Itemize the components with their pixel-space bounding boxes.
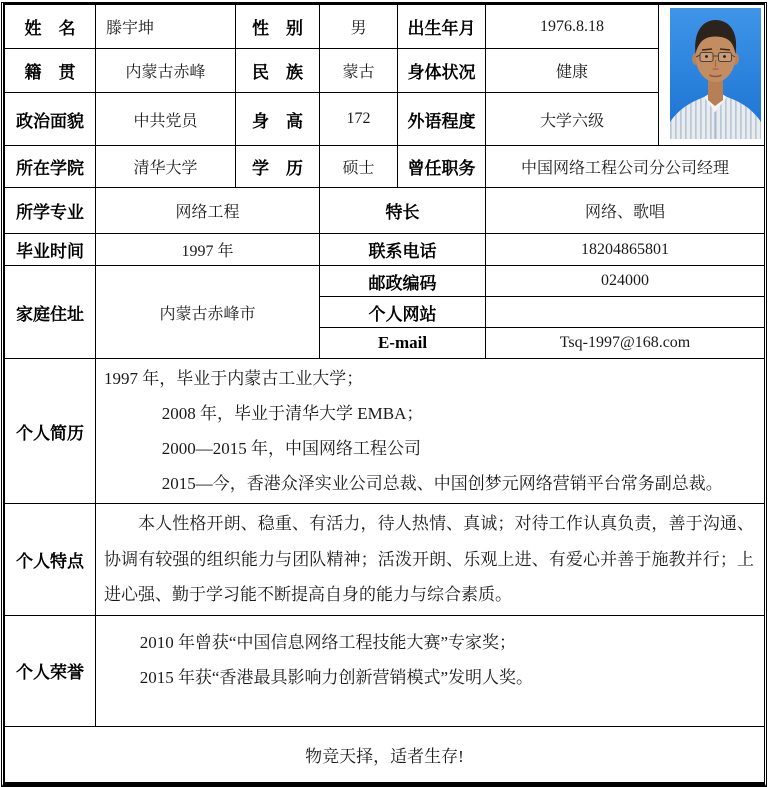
ethnicity-label: 民 族: [236, 49, 320, 93]
foreign-language-value: 大学六级: [486, 93, 659, 146]
bio-line: 2008 年，毕业于清华大学 EMBA；: [161, 404, 424, 423]
specialty-label: 特长: [320, 188, 486, 234]
phone-label: 联系电话: [320, 234, 486, 266]
height-value: 172: [320, 93, 398, 146]
postal-code-label: 邮政编码: [320, 266, 486, 297]
gender-label: 性 别: [236, 5, 320, 49]
foreign-language-label: 外语程度: [398, 93, 486, 146]
section-bio-content: [96, 359, 765, 504]
birth-date-value: 1976.8.18: [486, 5, 659, 49]
name-value: 滕宇坤: [96, 5, 236, 49]
graduation-time-value: 1997 年: [96, 234, 320, 266]
health-value: 健康: [486, 49, 659, 93]
health-label: 身体状况: [398, 49, 486, 93]
id-photo-cell: [659, 5, 765, 146]
name-label: 姓 名: [5, 5, 96, 49]
section-traits-label: 个人特点: [5, 504, 96, 616]
section-honors-label: 个人荣誉: [5, 615, 96, 726]
personal-website-value: [486, 297, 765, 328]
specialty-value: 网络、歌唱: [486, 188, 765, 234]
section-honors-content: [96, 615, 765, 726]
major-value: 网络工程: [96, 188, 320, 234]
email-value: Tsq-1997@168.com: [486, 328, 765, 359]
gender-value: 男: [320, 5, 398, 49]
former-position-value: 中国网络工程公司分公司经理: [486, 146, 765, 188]
native-place-value: 内蒙古赤峰: [96, 49, 236, 93]
political-status-label: 政治面貌: [5, 93, 96, 146]
email-label: E-mail: [320, 328, 486, 359]
motto: 物竞天择，适者生存!: [5, 726, 765, 782]
honor-line: 2015 年获“香港最具影响力创新营销模式”发明人奖。: [139, 667, 534, 687]
graduation-time-label: 毕业时间: [5, 234, 96, 266]
former-position-label: 曾任职务: [398, 146, 486, 188]
birth-date-label: 出生年月: [398, 5, 486, 49]
home-address-value: 内蒙古赤峰市: [96, 266, 320, 359]
id-photo: [670, 8, 761, 139]
traits-paragraph: 本人性格开朗、稳重、有活力，待人热情、真诚；对待工作认真负责，善于沟通、协调有较强的组织能力与团队精神；活泼开朗、乐观上进、有爱心并善于施教并行；上进心强、勤于学习能不断提高自身的能力与综合素质。: [104, 514, 754, 604]
education-value: 硕士: [320, 146, 398, 188]
bio-line: 2015—今，香港众泽实业公司总裁、中国创梦元网络营销平台常务副总裁。: [161, 474, 723, 493]
college-label: 所在学院: [5, 146, 96, 188]
bio-line: 2000—2015 年，中国网络工程公司: [161, 439, 422, 458]
resume-table: [1, 2, 767, 787]
bio-line: 1997 年，毕业于内蒙古工业大学；: [104, 369, 364, 388]
section-traits-content: [96, 504, 765, 616]
ethnicity-value: 蒙古: [320, 49, 398, 93]
height-label: 身 高: [236, 93, 320, 146]
major-label: 所学专业: [5, 188, 96, 234]
home-address-label: 家庭住址: [5, 266, 96, 359]
phone-value: 18204865801: [486, 234, 765, 266]
college-value: 清华大学: [96, 146, 236, 188]
postal-code-value: 024000: [486, 266, 765, 297]
honor-line: 2010 年曾获“中国信息网络工程技能大赛”专家奖；: [139, 632, 517, 652]
education-label: 学 历: [236, 146, 320, 188]
section-bio-label: 个人简历: [5, 359, 96, 504]
political-status-value: 中共党员: [96, 93, 236, 146]
native-place-label: 籍 贯: [5, 49, 96, 93]
personal-website-label: 个人网站: [320, 297, 486, 328]
